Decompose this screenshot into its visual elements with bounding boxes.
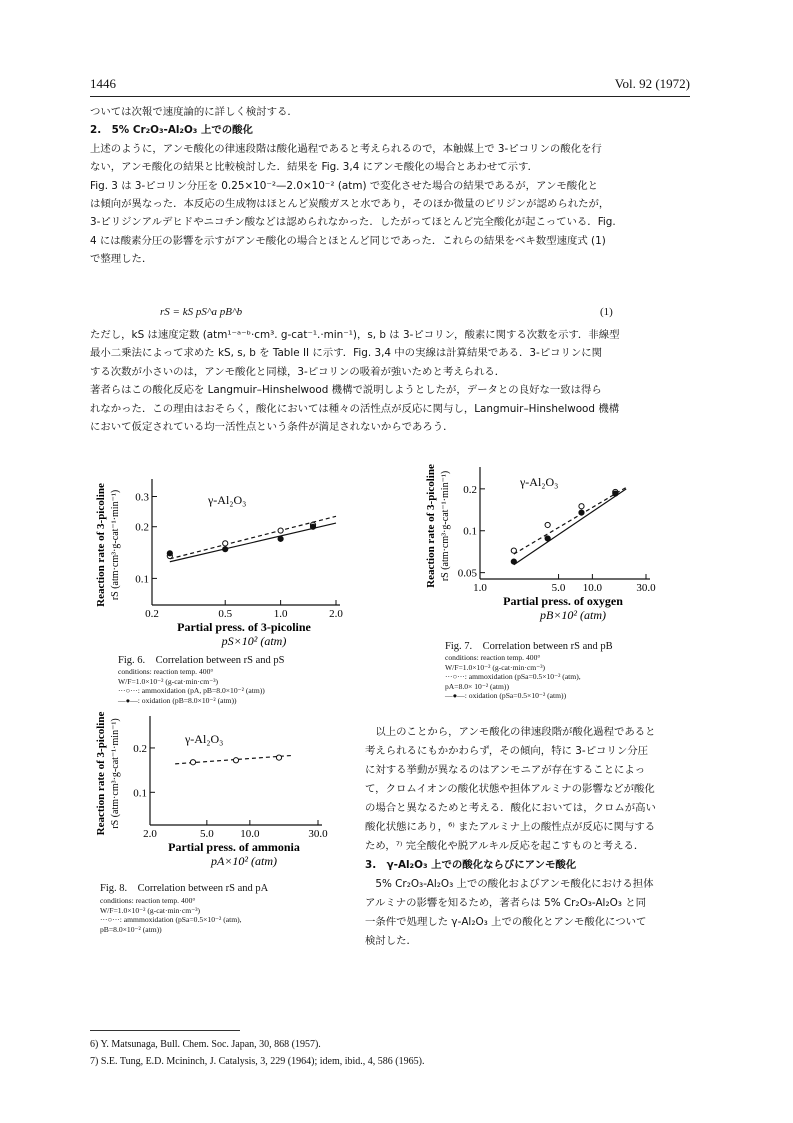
catalyst-label: γ-Al₂O₃: [208, 493, 247, 507]
body-text-mid: [90, 326, 690, 436]
x-tick-label: 0.2: [145, 608, 159, 620]
ammoxidation-point: [276, 755, 281, 760]
condition-line: ···○···: ammmoxidation (pSa=0.5×10⁻² (atm),: [100, 915, 242, 925]
body-text-top: [90, 103, 690, 269]
condition-line: ···○···: ammoxidation (pSa=0.5×10⁻² (atm),: [445, 672, 581, 682]
x-axis-label-units: pA×10² (atm): [210, 854, 278, 868]
ammoxidation-point: [545, 522, 550, 527]
x-tick-label: 0.5: [218, 608, 233, 620]
text-line: 著者らはこの酸化反応を Langmuir–Hinshelwood 機構で説明しようとしたが，データとの良好な一致は得ら: [90, 384, 602, 397]
catalyst-label: γ-Al₂O₃: [520, 475, 559, 489]
y-tick-label: 0.2: [135, 521, 149, 534]
text-line: れなかった．この理由はおそらく，酸化においては種々の活性点が反応に関与し，Langmuir–Hinshelwood 機構: [90, 402, 620, 415]
y-axis-label: Reaction rate of 3-picoline: [425, 464, 437, 588]
x-axis-label: Partial press. of ammonia: [168, 840, 300, 854]
ammoxidation-point: [223, 541, 228, 546]
x-tick-label: 5.0: [551, 582, 566, 594]
text-line: 3-ピリジンアルデヒドやニコチン酸などは認められなかった．したがってほとんど完全酸化が起こっている．Fig.: [90, 216, 616, 229]
section-heading-2: 2. 5% Cr₂O₃-Al₂O₃ 上での酸化: [90, 124, 253, 137]
y-tick-label: 0.2: [133, 742, 147, 755]
figure-7-chart: [420, 455, 695, 645]
x-tick-label: 2.0: [143, 828, 157, 840]
body-text-right: [365, 723, 695, 951]
text-line: 考えられるにもかかわらず，その傾向，特に 3-ピコリン分圧: [365, 745, 648, 757]
ammoxidation-fit-line: [514, 487, 626, 554]
text-line: は傾向が異なった．本反応の生成物はほとんど炭酸ガスと水であり，そのほか微量のピリジンが認められたが，: [90, 197, 610, 210]
figure-7-caption: Fig. 7. Correlation between rS and pB: [445, 641, 613, 652]
oxidation-point: [545, 536, 550, 541]
x-tick-label: 2.0: [329, 608, 343, 620]
condition-line: —●—: oxidation (pB=8.0×10⁻² (atm)): [118, 695, 237, 705]
y-tick-label: 0.1: [463, 525, 477, 538]
text-line: Fig. 3 は 3-ピコリン分圧を 0.25×10⁻²—2.0×10⁻² (atm) で変化させた場合の結果であるが，アンモ酸化と: [90, 179, 598, 192]
x-tick-label: 30.0: [308, 828, 328, 840]
figure-6-chart: [90, 455, 365, 650]
oxidation-fit-line: [514, 489, 626, 565]
oxidation-point: [579, 510, 584, 515]
x-axis-label-units: pS×10² (atm): [221, 634, 287, 648]
figure-8-conditions: [100, 896, 242, 934]
ammoxidation-point: [511, 548, 516, 553]
text-line: において仮定されている均一活性点という条件が満足されないからであろう．: [90, 420, 454, 433]
text-line: ただし，kS は速度定数 (atm¹⁻ᵃ⁻ᵇ·cm³. g-cat⁻¹.·min⁻¹)，s, b は 3-ピコリン，酸素に関する次数を示す．非線型: [90, 329, 620, 341]
x-tick-label: 5.0: [199, 828, 214, 840]
condition-line: W/F=1.0×10⁻² (g-cat·min·cm⁻³): [118, 676, 219, 686]
text-line: で整理した．: [90, 253, 153, 266]
text-line: 上述のように，アンモ酸化の律速段階は酸化過程であると考えられるので，本触媒上で 3-ピコリンの酸化を行: [90, 142, 602, 155]
x-axis-label-units: pB×10² (atm): [539, 608, 607, 622]
reference-7: 7) S.E. Tung, E.D. Mcininch, J. Catalysis, 3, 229 (1964); idem, ibid., 4, 586 (1965).: [90, 1056, 425, 1067]
text-line: に対する挙動が異なるのはアンモニアが存在することによっ: [365, 764, 646, 776]
text-line: の場合と異なるためと考える．酸化においては，クロムが高い: [365, 802, 656, 814]
rate-equation: rS = kS pS^a pB^b: [160, 306, 243, 318]
text-line: 酸化状態にあり，⁶⁾ またアルミナ上の酸性点が反応に関与する: [365, 821, 656, 833]
y-tick-label: 0.1: [135, 573, 149, 586]
page-number: 1446: [90, 76, 116, 91]
y-axis-label: Reaction rate of 3-picoline: [95, 483, 107, 607]
text-line: 最小二乗法によって求めた kS, s, b を Table II に示す．Fig. 3,4 中の実線は計算結果である．3-ピコリンに関: [90, 347, 603, 360]
x-axis-label: Partial press. of oxygen: [503, 594, 623, 608]
text-line: 以上のことから，アンモ酸化の律速段階が酸化過程であると: [365, 726, 656, 738]
oxidation-point: [511, 559, 516, 564]
y-axis-label: Reaction rate of 3-picoline: [95, 711, 107, 836]
oxidation-point: [613, 491, 618, 496]
figure-8-chart: [90, 700, 360, 880]
condition-line: pB=8.0×10⁻² (atm)): [100, 924, 162, 934]
condition-line: conditions: reaction temp. 400°: [445, 653, 541, 662]
text-line: 5% Cr₂O₃-Al₂O₃ 上での酸化およびアンモ酸化における担体: [365, 878, 654, 890]
ammoxidation-point: [190, 760, 195, 765]
x-tick-label: 10.0: [582, 582, 603, 594]
x-tick-label: 30.0: [636, 582, 656, 594]
text-line: ため，⁷⁾ 完全酸化や脱アルキル反応を起こすものと考える．: [365, 840, 645, 852]
ammoxidation-point: [233, 758, 238, 763]
references: [90, 1036, 690, 1070]
text-line: 一条件で処理した γ-Al₂O₃ 上での酸化とアンモ酸化について: [365, 916, 647, 928]
figure-8-caption: Fig. 8. Correlation between rS and pA: [100, 883, 269, 894]
ammoxidation-point: [579, 504, 584, 509]
condition-line: conditions: reaction temp. 400°: [100, 896, 196, 905]
section-heading-3: 3. γ-Al₂O₃ 上での酸化ならびにアンモ酸化: [365, 859, 577, 871]
text-line: 検討した．: [365, 935, 417, 947]
oxidation-point: [310, 524, 315, 529]
condition-line: pA=8.0× 10⁻² (atm)): [445, 681, 509, 691]
oxidation-point: [223, 547, 228, 552]
volume-label: Vol. 92 (1972): [614, 76, 690, 91]
oxidation-point: [167, 551, 172, 556]
text-line: 4 には酸素分圧の影響を示すがアンモ酸化の場合とほとんど同じであった．これらの結果をベキ数型速度式 (1): [90, 234, 606, 247]
x-tick-label: 1.0: [473, 582, 487, 594]
reference-6: 6) Y. Matsunaga, Bull. Chem. Soc. Japan, 30, 868 (1957).: [90, 1039, 321, 1050]
condition-line: W/F=1.0×10⁻² (g-cat·min·cm⁻³): [445, 662, 546, 672]
condition-line: —●—: oxidation (pSa=0.5×10⁻² (atm)): [445, 691, 567, 701]
y-tick-label: 0.2: [463, 483, 477, 496]
y-axis-label-units: rS (atm·cm³·g-cat⁻¹·min⁻¹): [440, 470, 451, 582]
catalyst-label: γ-Al₂O₃: [185, 732, 224, 746]
text-line: ついては次報で速度論的に詳しく検討する．: [90, 106, 298, 118]
figure-6-caption: Fig. 6. Correlation between rS and pS: [118, 655, 285, 666]
y-tick-label: 0.1: [133, 787, 147, 800]
text-line: する次数が小さいのは，アンモ酸化と同様，3-ピコリンの吸着が強いためと考えられる．: [90, 365, 506, 378]
ammoxidation-point: [278, 528, 283, 533]
y-tick-label: 0.05: [457, 567, 477, 580]
condition-line: conditions: reaction temp. 400°: [118, 667, 214, 676]
condition-line: W/F=1.0×10⁻² (g-cat·min·cm⁻³): [100, 905, 201, 915]
text-line: ない，アンモ酸化の結果と比較検討した．結果を Fig. 3,4 にアンモ酸化の場合とあわせて示す．: [90, 161, 539, 174]
equation-number: (1): [600, 306, 613, 318]
y-axis-label-units: rS (atm·cm³·g-cat⁻¹·min⁻¹): [110, 718, 121, 829]
y-axis-label-units: rS (atm·cm³·g-cat⁻¹·min⁻¹): [110, 489, 121, 601]
oxidation-point: [278, 536, 283, 541]
y-tick-label: 0.3: [135, 491, 149, 504]
header-rule: [90, 96, 690, 97]
references-rule: [90, 1030, 240, 1031]
figure-7-conditions: [445, 653, 581, 701]
x-axis-label: Partial press. of 3-picoline: [177, 620, 311, 634]
x-tick-label: 1.0: [273, 608, 288, 620]
text-line: て，クロムイオンの酸化状態や担体アルミナの影響などが酸化: [365, 783, 655, 795]
condition-line: ···○···: ammoxidation (pA, pB=8.0×10⁻² (atm)): [118, 686, 265, 696]
text-line: アルミナの影響を知るため，著者らは 5% Cr₂O₃-Al₂O₃ と同: [365, 897, 647, 909]
x-tick-label: 10.0: [240, 828, 260, 840]
